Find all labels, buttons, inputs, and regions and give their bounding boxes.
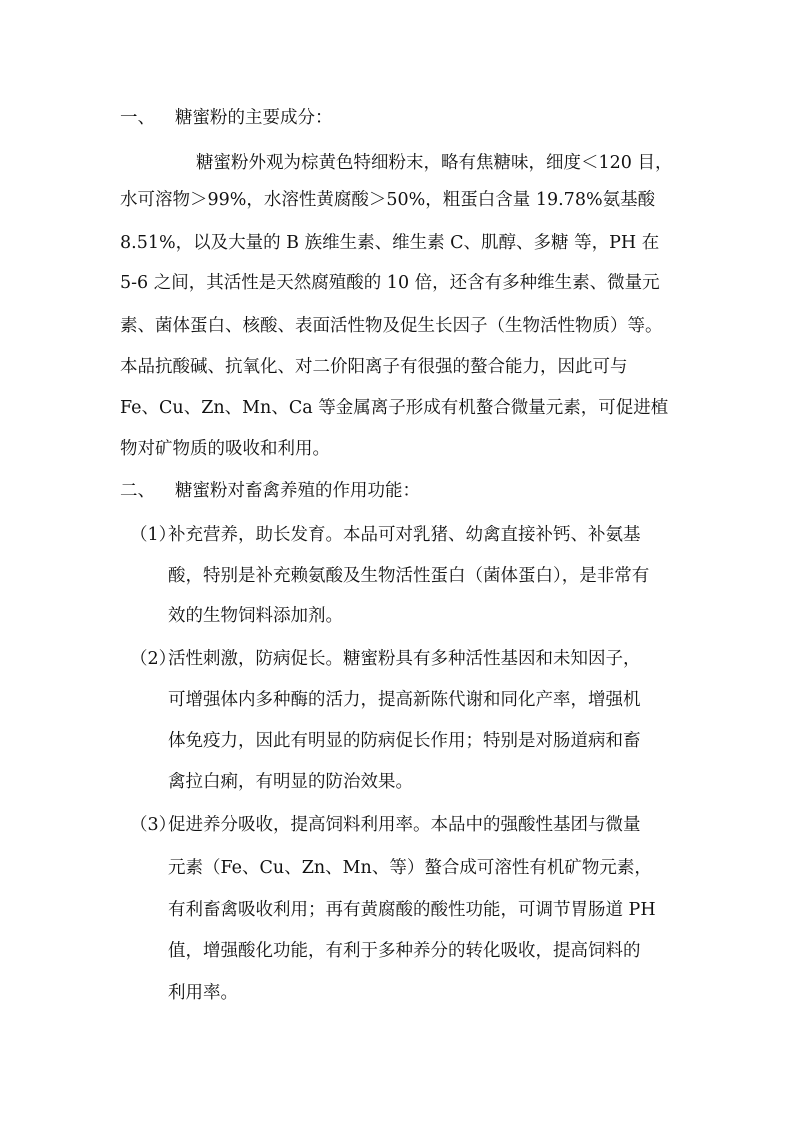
section1-line-3: 8.51%，以及大量的 B 族维生素、维生素 C、肌醇、多糖 等，PH 在 [120, 233, 660, 253]
section1-line-1: 糖蜜粉外观为棕黄色特细粉末，略有焦糖味，细度＜120 目， [196, 153, 673, 173]
section1-line-4: 5-6 之间，其活性是天然腐殖酸的 10 倍，还含有多种维生素、微量元 [120, 273, 660, 293]
item-3-line-5: 利用率。 [168, 983, 238, 1003]
item-2-line-2: 可增强体内多种酶的活力，提高新陈代谢和同化产率，增强机 [168, 690, 641, 710]
section1-title: 糖蜜粉的主要成分： [175, 108, 333, 128]
item-3-line-1: 促进养分吸收，提高饲料利用率。本品中的强酸性基团与微量 [168, 815, 641, 835]
item-3-line-3: 有利畜禽吸收利用；再有黄腐酸的酸性功能，可调节胃肠道 PH [168, 900, 656, 920]
item-1-line-1: 补充营养，助长发育。本品可对乳猪、幼禽直接补钙、补氨基 [168, 525, 641, 545]
item-3-number: （3） [130, 815, 177, 835]
item-3-line-2: 元素（Fe、Cu、Zn、Mn、等）螯合成可溶性有机矿物元素， [168, 858, 652, 878]
item-2-line-1: 活性刺激，防病促长。糖蜜粉具有多种活性基因和未知因子， [168, 649, 641, 669]
section1-line-7: Fe、Cu、Zn、Mn、Ca 等金属离子形成有机螯合微量元素，可促进植 [120, 398, 669, 418]
item-2-line-3: 体免疫力，因此有明显的防病促长作用；特别是对肠道病和畜 [168, 731, 641, 751]
section1-line-5: 素、菌体蛋白、核酸、表面活性物及促生长因子（生物活性物质）等。 [120, 316, 663, 336]
item-3-line-4: 值，增强酸化功能，有利于多种养分的转化吸收，提高饲料的 [168, 941, 641, 961]
item-1-number: （1） [130, 525, 177, 545]
section1-line-6: 本品抗酸碱、抗氧化、对二价阳离子有很强的螯合能力，因此可与 [120, 357, 628, 377]
item-2-number: （2） [130, 649, 177, 669]
section2-title: 糖蜜粉对畜禽养殖的作用功能： [175, 481, 420, 501]
item-1-line-3: 效的生物饲料添加剂。 [168, 606, 343, 626]
item-2-line-4: 禽拉白痢，有明显的防治效果。 [168, 772, 413, 792]
section1-line-2: 水可溶物＞99%，水溶性黄腐酸＞50%，粗蛋白含量 19.78%氨基酸 [120, 190, 656, 210]
section1-number: 一、 [120, 108, 155, 128]
section1-line-8: 物对矿物质的吸收和利用。 [120, 439, 330, 459]
section2-number: 二、 [120, 481, 155, 501]
item-1-line-2: 酸，特别是补充赖氨酸及生物活性蛋白（菌体蛋白），是非常有 [168, 566, 650, 586]
